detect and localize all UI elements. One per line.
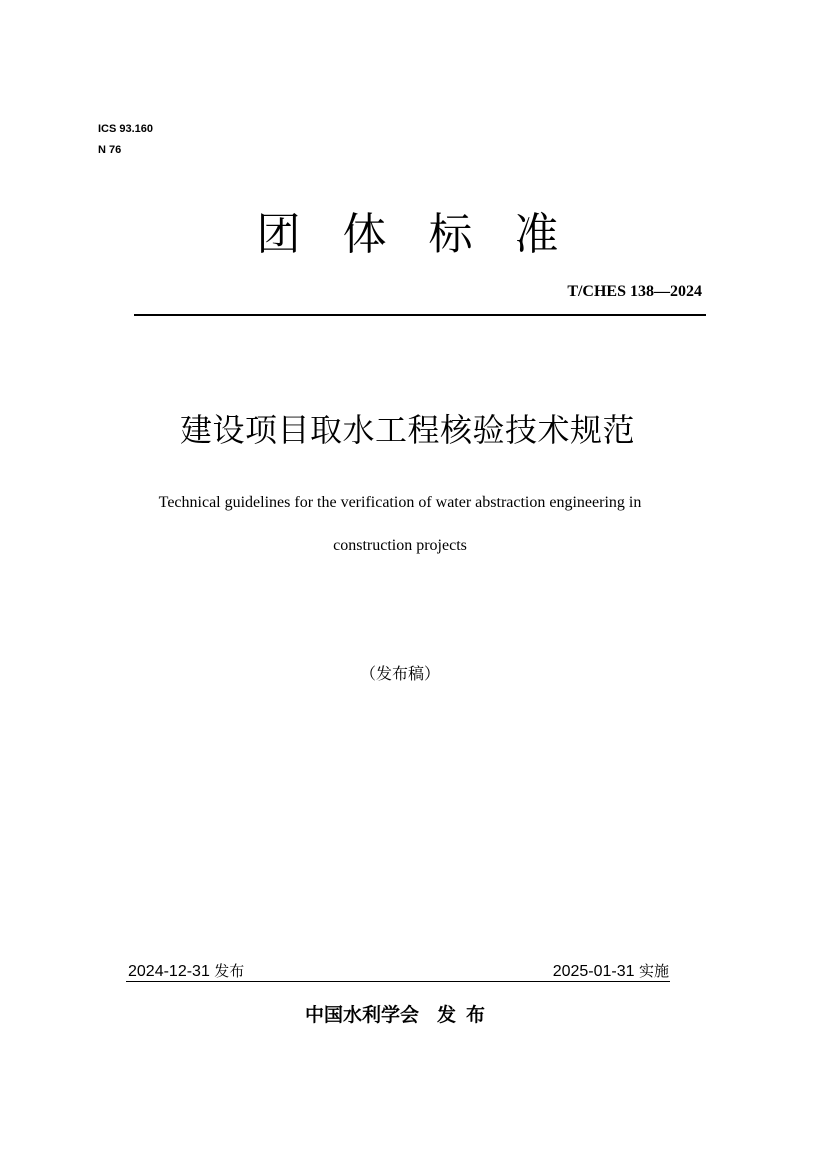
document-title-english-line1: Technical guidelines for the verification of water abstraction engineering in: [158, 494, 642, 511]
publisher-action: 发布: [437, 1004, 496, 1026]
ics-code: ICS 93.160: [98, 123, 154, 135]
document-title-chinese: 建设项目取水工程核验技术规范: [179, 411, 635, 449]
publisher-name: 中国水利学会: [304, 1004, 419, 1026]
ccs-code: N 76: [98, 144, 122, 156]
standard-type-heading: [0, 205, 815, 265]
implementation-date-label: 实施: [638, 962, 669, 980]
standard-number: T/CHES 138—2024: [567, 283, 702, 300]
publisher-line: [0, 1001, 800, 1029]
implementation-date: [553, 960, 669, 983]
header-divider: [134, 314, 706, 316]
issue-date: [128, 960, 244, 983]
standard-type-text: 团体标准: [256, 209, 601, 260]
issue-date-label: 发布: [214, 962, 245, 980]
document-title-english-line2: construction projects: [333, 537, 467, 554]
issue-date-value: 2024-12-31: [128, 963, 210, 980]
draft-status-label: （发布稿）: [359, 664, 440, 683]
implementation-date-value: 2025-01-31: [552, 963, 635, 980]
footer-divider: [126, 981, 670, 982]
